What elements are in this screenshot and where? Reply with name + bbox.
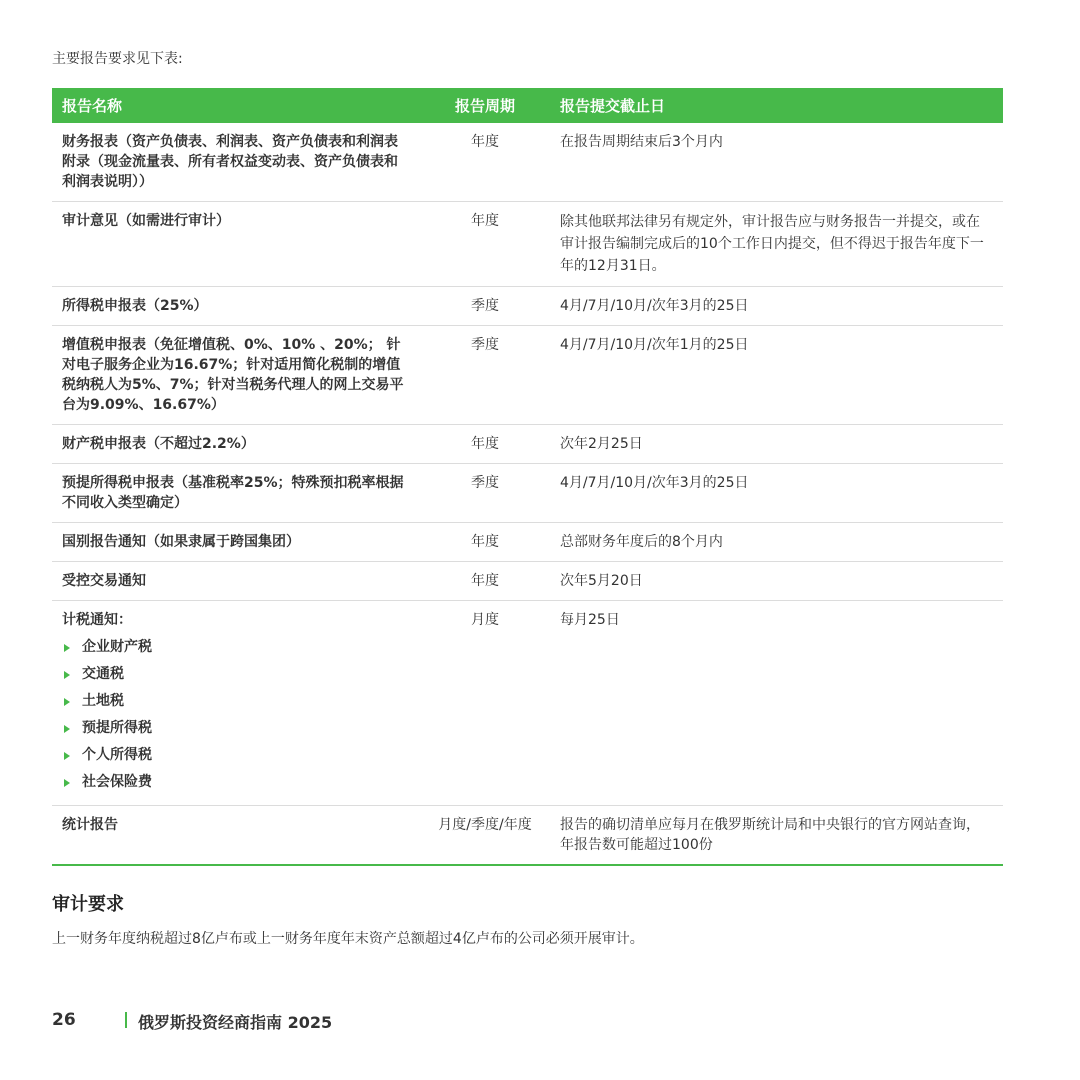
list-item [62,688,410,715]
header-deadline: 报告提交截止日 [550,88,1003,123]
report-name: 增值税申报表（免征增值税、0%、10% 、20%； 针对电子服务企业为16.67%；针对适用简化税制的增值税纳税人为5%、7%；针对当税务代理人的网上交易平台为9.09%、16.67%） [52,326,420,425]
list-item-label: 社会保险费 [82,774,152,790]
table-row [52,326,1003,425]
page-number: 26 [52,1010,76,1030]
report-period: 季度 [420,326,550,425]
list-item [62,715,410,742]
report-deadline: 报告的确切清单应每月在俄罗斯统计局和中央银行的官方网站查询，年报告数可能超过100份 [550,806,1003,866]
report-name: 受控交易通知 [52,562,420,601]
report-period: 年度 [420,425,550,464]
table-row [52,287,1003,326]
report-period: 月度 [420,601,550,806]
report-name: 所得税申报表（25%） [52,287,420,326]
triangle-bullet-icon [64,779,70,787]
triangle-bullet-icon [64,644,70,652]
report-deadline: 总部财务年度后的8个月内 [550,523,1003,562]
table-row [52,523,1003,562]
report-deadline: 4月/7月/10月/次年3月的25日 [550,464,1003,523]
report-name: 计税通知： [62,612,132,628]
triangle-bullet-icon [64,725,70,733]
header-report-period: 报告周期 [420,88,550,123]
list-item [62,769,410,796]
table-row [52,562,1003,601]
triangle-bullet-icon [64,671,70,679]
report-requirements-table [52,88,1003,866]
table-row [52,464,1003,523]
list-item-label: 个人所得税 [82,747,152,763]
list-item [62,742,410,769]
report-deadline: 除其他联邦法律另有规定外，审计报告应与财务报告一并提交，或在审计报告编制完成后的10个工作日内提交，但不得迟于报告年度下一年的12月31日。 [550,202,1003,287]
report-period: 年度 [420,523,550,562]
table-row [52,123,1003,202]
footer-divider [125,1012,127,1028]
audit-section-text: 上一财务年度纳税超过8亿卢布或上一财务年度年末资产总额超过4亿卢布的公司必须开展审计。 [52,931,644,947]
report-name: 预提所得税申报表（基准税率25%；特殊预扣税率根据不同收入类型确定） [52,464,420,523]
footer-title: 俄罗斯投资经商指南 2025 [138,1013,333,1032]
triangle-bullet-icon [64,752,70,760]
report-name: 财务报表（资产负债表、利润表、资产负债表和利润表附录（现金流量表、所有者权益变动表、资产负债表和利润表说明）） [52,123,420,202]
report-deadline: 每月25日 [550,601,1003,806]
report-deadline: 在报告周期结束后3个月内 [550,123,1003,202]
report-period: 月度/季度/年度 [420,806,550,866]
report-name: 财产税申报表（不超过2.2%） [52,425,420,464]
report-period: 年度 [420,202,550,287]
tax-notice-list [62,634,410,796]
list-item-label: 土地税 [82,693,124,709]
report-deadline: 4月/7月/10月/次年3月的25日 [550,287,1003,326]
list-item [62,634,410,661]
report-period: 年度 [420,123,550,202]
report-period: 季度 [420,464,550,523]
report-name: 统计报告 [52,806,420,866]
list-item [62,661,410,688]
table-row [52,806,1003,866]
report-name: 审计意见（如需进行审计） [52,202,420,287]
audit-section-title: 审计要求 [52,894,124,915]
table-header-row [52,88,1003,123]
report-name-cell [52,601,420,806]
report-deadline: 4月/7月/10月/次年1月的25日 [550,326,1003,425]
report-deadline: 次年2月25日 [550,425,1003,464]
list-item-label: 企业财产税 [82,639,152,655]
triangle-bullet-icon [64,698,70,706]
table-row [52,601,1003,806]
list-item-label: 交通税 [82,666,124,682]
list-item-label: 预提所得税 [82,720,152,736]
intro-text: 主要报告要求见下表: [52,51,183,67]
report-deadline: 次年5月20日 [550,562,1003,601]
report-name: 国别报告通知（如果隶属于跨国集团） [52,523,420,562]
table-row [52,202,1003,287]
header-report-name: 报告名称 [52,88,420,123]
report-period: 年度 [420,562,550,601]
report-period: 季度 [420,287,550,326]
table-row [52,425,1003,464]
